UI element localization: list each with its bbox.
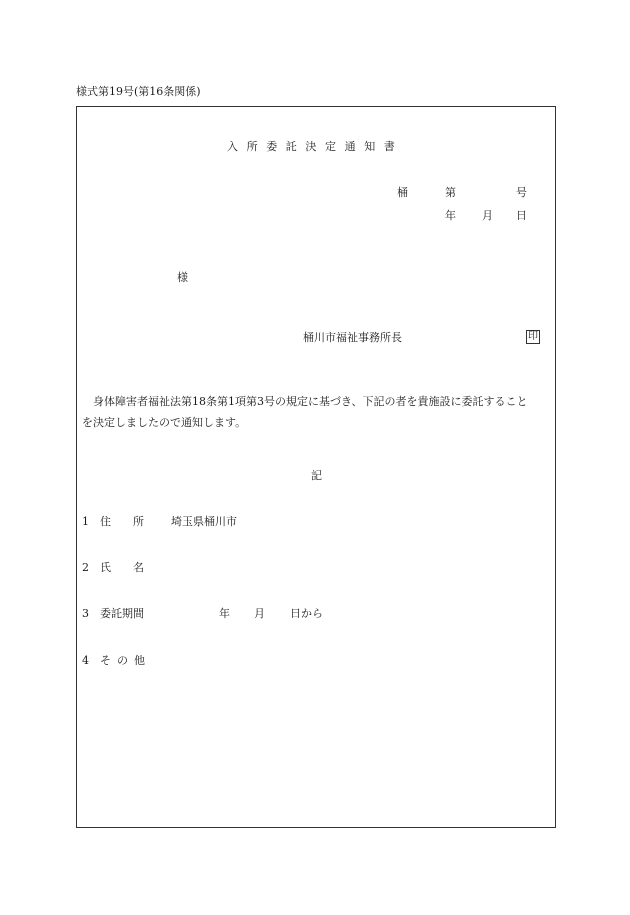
item-number: 3: [82, 607, 89, 620]
notice-body-line-2: を決定しましたので通知します。: [82, 416, 247, 429]
item-number: 4: [82, 654, 89, 667]
date-month-label: 月: [482, 209, 493, 222]
date-year-label: 年: [445, 209, 456, 222]
issuer-name: 桶川市福祉事務所長: [303, 331, 402, 344]
item-label-address: 住所: [100, 515, 166, 528]
item-number: 1: [82, 515, 89, 528]
document-number-go: 号: [516, 186, 527, 199]
item-label-name: 氏名: [100, 561, 166, 574]
period-year-label: 年: [219, 607, 230, 620]
period-day-from-label: 日から: [290, 607, 323, 620]
form-number-label: 様式第19号(第16条関係): [76, 85, 201, 98]
addressee-suffix: 様: [177, 271, 188, 284]
item-value-address: 埼玉県桶川市: [171, 515, 237, 528]
date-day-label: 日: [516, 209, 527, 222]
seal-mark: 印: [528, 331, 538, 342]
item-number: 2: [82, 561, 89, 574]
document-number-prefix: 桶: [397, 186, 408, 199]
notice-body-line-1: 身体障害者福祉法第18条第1項第3号の規定に基づき、下記の者を貴施設に委託すること: [93, 395, 528, 408]
item-label-other: その他: [100, 654, 151, 667]
ki-heading: 記: [311, 469, 322, 482]
notice-body: [82, 391, 552, 433]
document-number-dai: 第: [445, 186, 456, 199]
document-title: 入所委託決定通知書: [227, 140, 404, 153]
period-month-label: 月: [254, 607, 265, 620]
item-label-period: 委託期間: [100, 607, 144, 620]
